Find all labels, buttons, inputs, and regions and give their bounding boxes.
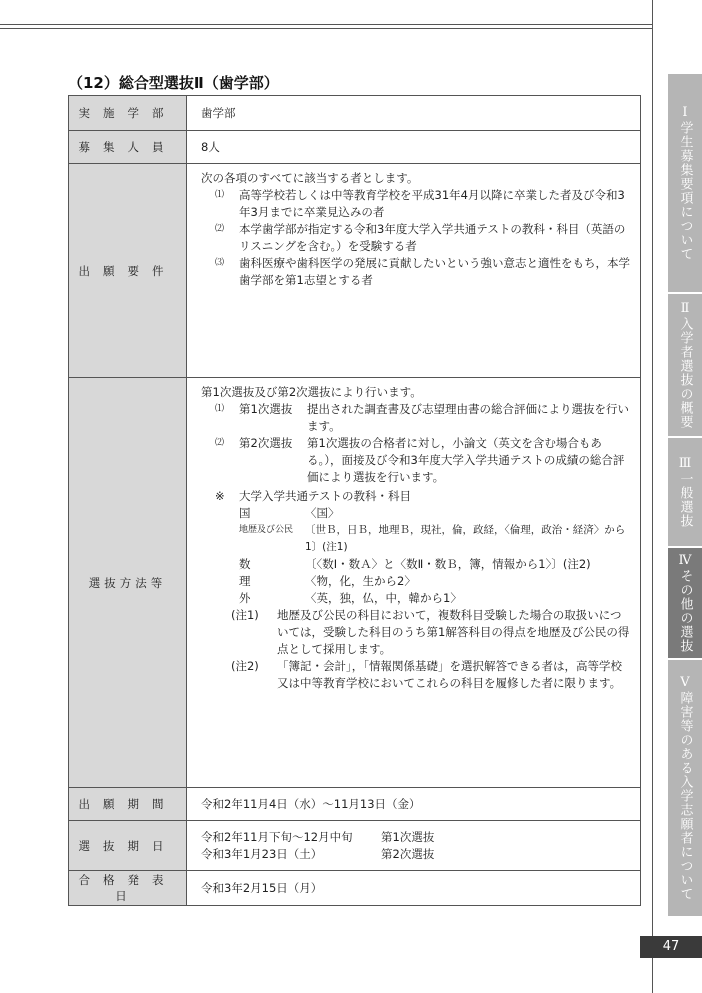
method-intro: 第1次選抜及び第2次選抜により行います。 [201,385,422,399]
subject-row: 理 〈物，化，生から2〉 [239,574,416,588]
requirement-item: ⑴ 高等学校若しくは中等教育学校を平成31年4月以降に卒業した者及び令和3年3月までに卒業見込みの者 [215,188,625,219]
table-row-capacity [69,131,641,164]
chapter-tab-4[interactable]: Ⅳその他の選抜 [668,548,702,658]
row-value-requirements [187,164,641,378]
chapter-tab-3[interactable]: Ⅲ一般選抜 [668,438,702,546]
subject-row: 数 〔〈数Ⅰ・数Ａ〉と〈数Ⅱ・数Ｂ，簿，情報から1〉〕(注2) [239,557,591,571]
table-row-schedule [69,821,641,871]
method-stage: ⑵ 第2次選抜 第1次選抜の合格者に対し，小論文（英文を含む場合もある。），面接及び令和3年度大学入学共通テストの成績の総合評価により選抜を行います。 [215,436,625,484]
row-value-capacity: 8人 [187,131,641,164]
method-stage: ⑴ 第1次選抜 提出された調査書及び志望理由書の総合評価により選抜を行います。 [215,402,629,433]
row-label-period: 出願期間 [69,788,187,821]
chapter-tab-1[interactable]: Ⅰ学生募集要項について [668,74,702,292]
row-value-announce: 令和3年2月15日（月） [187,871,641,906]
requirement-item: ⑵ 本学歯学部が指定する令和3年度大学入学共通テストの教科・科目（英語のリスニングを含む。）を受験する者 [215,222,626,253]
row-value-faculty: 歯学部 [187,96,641,131]
chapter-tab-5[interactable]: Ⅴ障害等のある入学志願者について [668,660,702,916]
row-value-schedule [187,821,641,871]
table-row-method [69,378,641,788]
row-label-announce: 合格発表日 [69,871,187,906]
schedule-line: 令和3年1月23日（土） 第2次選抜 [201,846,435,861]
row-label-faculty: 実施学部 [69,96,187,131]
row-label-schedule: 選抜期日 [69,821,187,871]
header-rule [0,28,652,29]
chapter-tab-2[interactable]: Ⅱ入学者選抜の概要 [668,294,702,436]
row-value-method [187,378,641,788]
schedule-line: 令和2年11月下旬～12月中旬 第1次選抜 [201,829,435,844]
row-label-requirements: 出願要件 [69,164,187,378]
subject-row: 地歴及び公民 〔世Ｂ，日Ｂ，地理Ｂ，現社，倫，政経，〈倫理，政治・経済〉から1〕(注1) [239,524,626,553]
section-title: （12）総合型選抜Ⅱ（歯学部） [68,74,279,92]
note-item: (注1) 地歴及び公民の科目において，複数科目受験した場合の取扱いについては，受験した科目のうち第1解答科目の得点を地歴及び公民の得点として採用します。 [231,608,630,656]
page-number: 47 [640,936,702,958]
requirement-item: ⑶ 歯科医療や歯科医学の発展に貢献したいという強い意志と適性をもち，本学歯学部を第1志望とする者 [215,256,630,287]
row-label-method: 選抜方法等 [69,378,187,788]
common-test-note: ※ 大学入学共通テストの教科・科目 [215,489,412,503]
requirements-intro: 次の各項のすべてに該当する者とします。 [201,171,419,185]
subject-list [201,505,630,607]
table-row-requirements [69,164,641,378]
chapter-tabs [668,0,702,920]
note-item: (注2) 「簿記・会計」，「情報関係基礎」を選択解答できる者は，高等学校又は中等教育学校においてこれらの科目を履修した者に限ります。 [231,659,622,690]
table-row-announce [69,871,641,906]
subject-row: 外 〈英，独，仏，中，韓から1〉 [239,591,462,605]
header-frame [0,0,653,25]
row-label-capacity: 募集人員 [69,131,187,164]
table-row-period [69,788,641,821]
page-right-border [652,0,653,993]
subject-row: 国 〈国〉 [239,506,340,520]
note-list [201,607,630,692]
table-row-faculty [69,96,641,131]
row-value-period: 令和2年11月4日（水）～11月13日（金） [187,788,641,821]
admission-table [68,95,641,906]
